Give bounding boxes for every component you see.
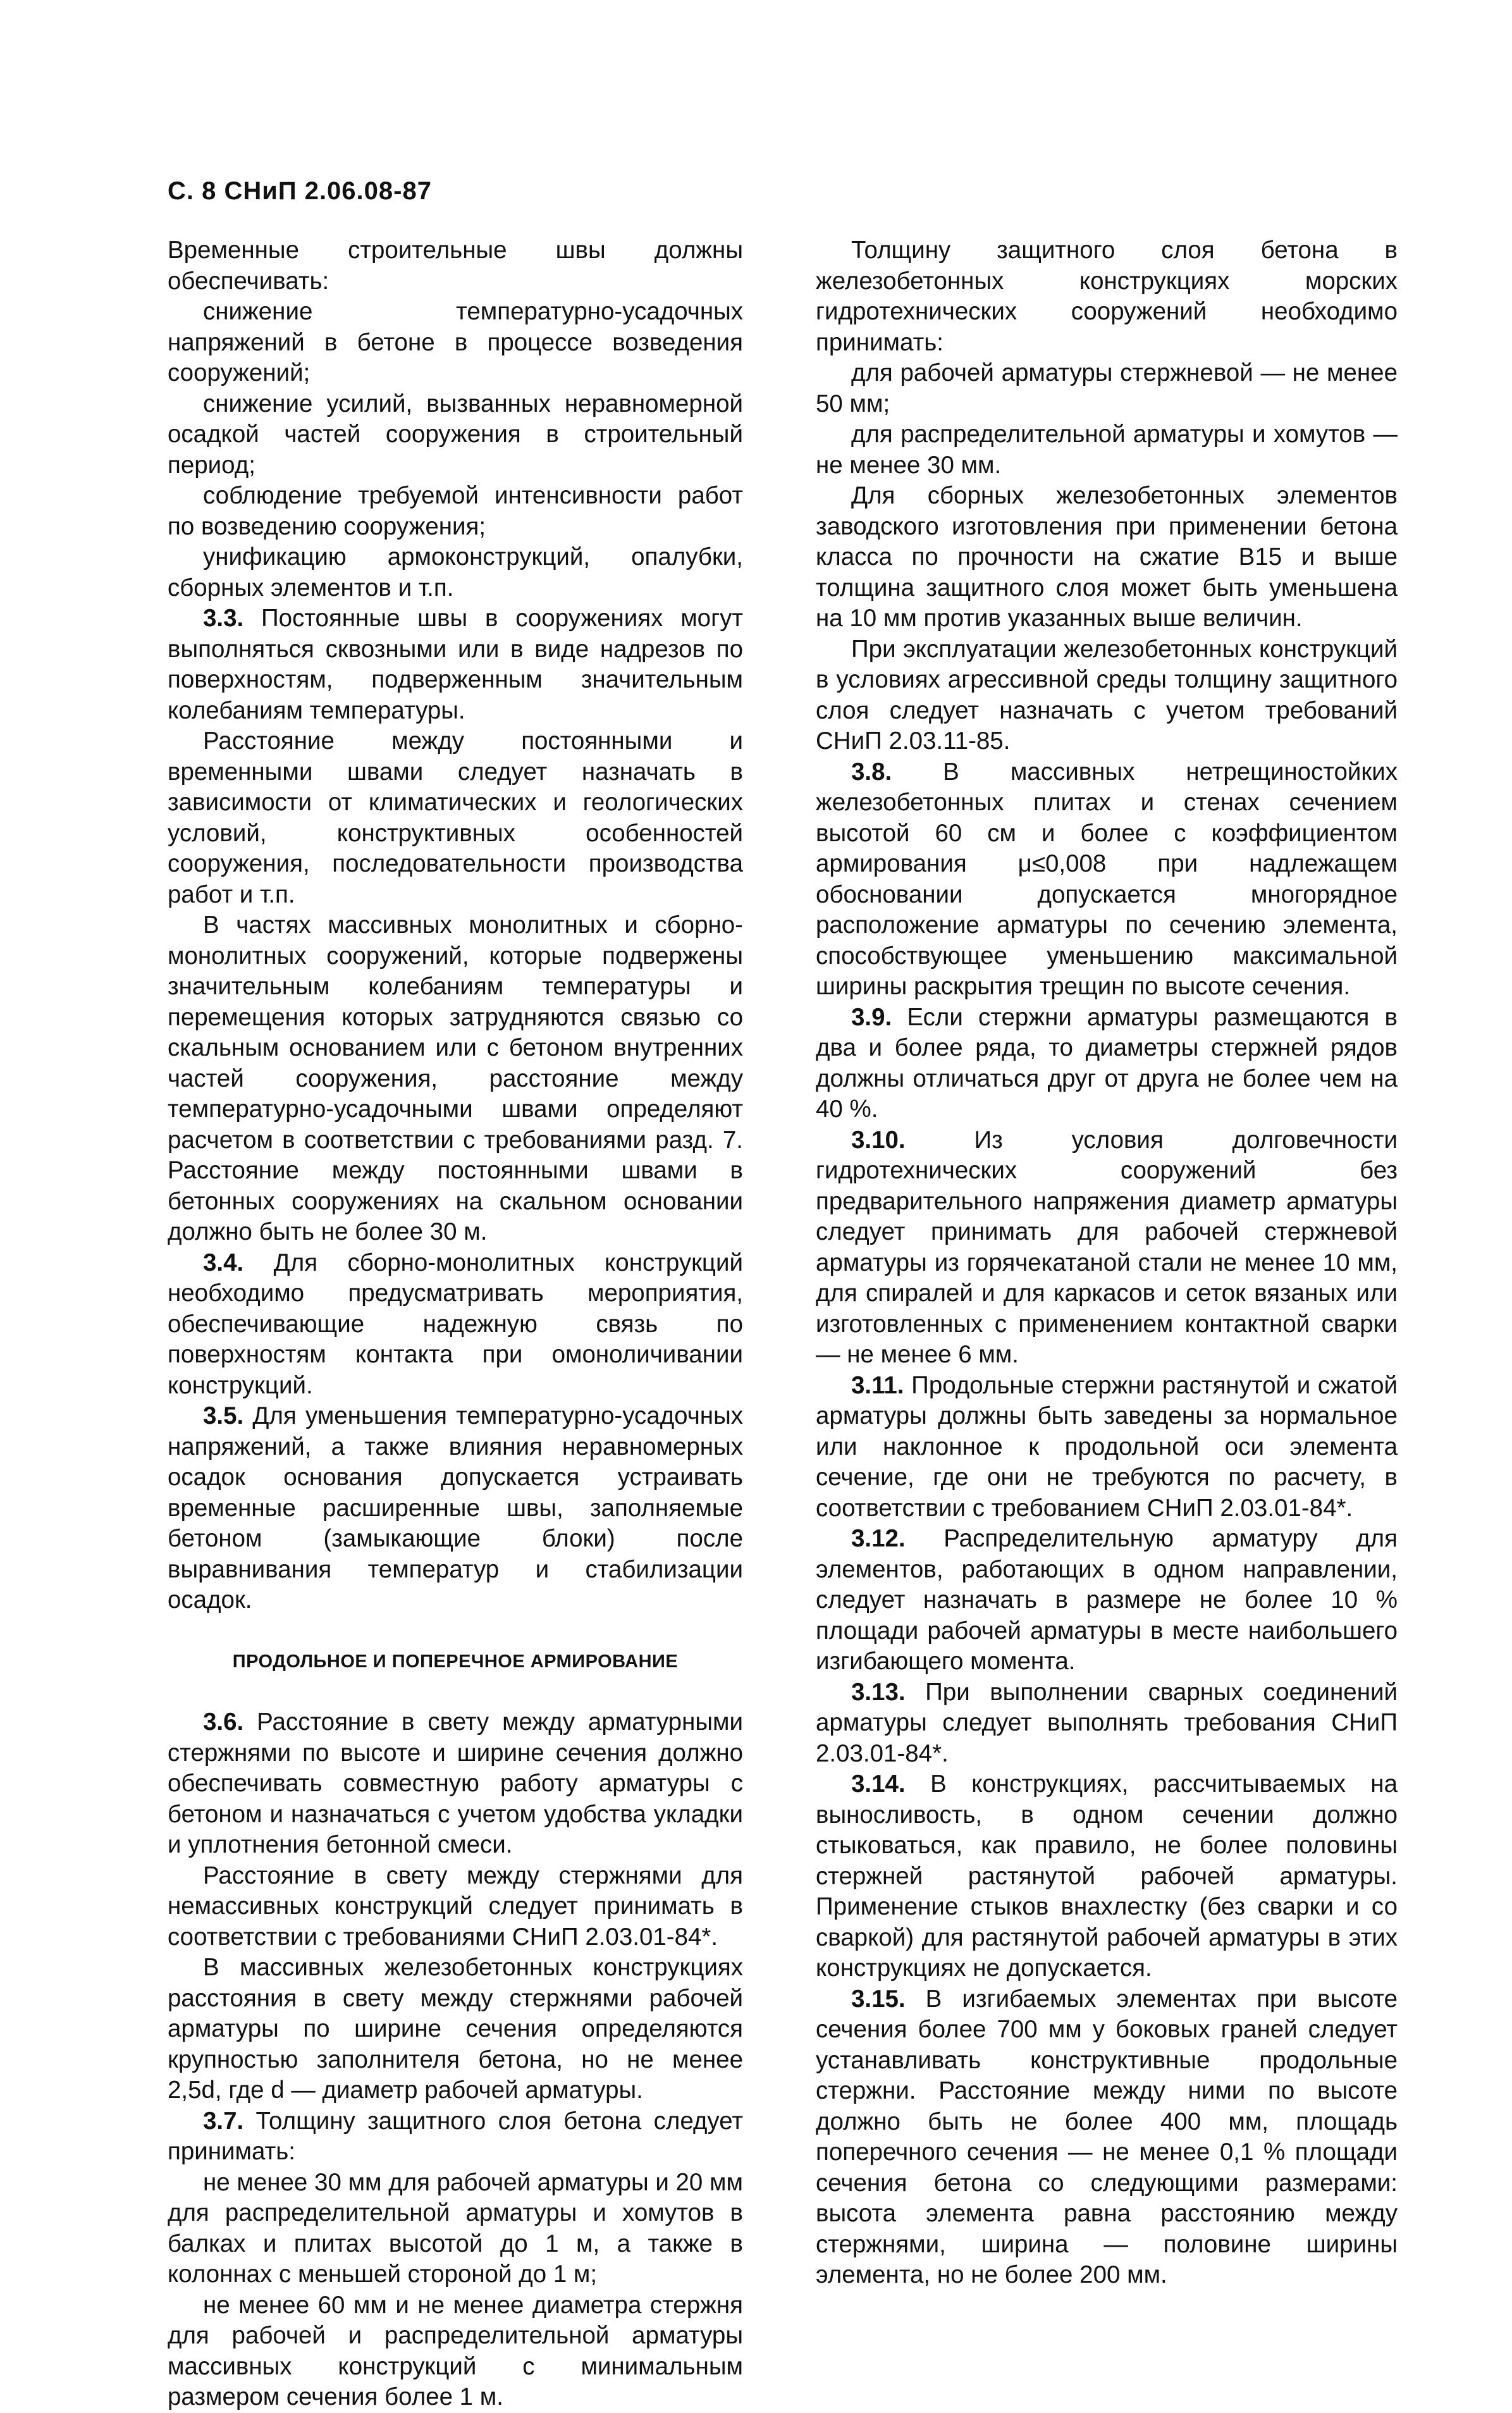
- clause-text: В массивных нетрещиностойких железобетонных плитах и стенах сечением высотой 60 см и более с коэффициентом армирования μ≤0,008 при надлежащем обосновании допускается многорядное расположение арматуры по сечению элемента, способствующее уменьшению максимальной ширины раскрытия трещин по высоте сечения.: [816, 758, 1398, 1000]
- clause-text: Расстояние в свету между арматурными стержнями по высоте и ширине сечения должно обеспечивать совместную работу арматуры с бетоном и назначаться с учетом удобства укладки и уплотнения бетонной смеси.: [168, 1708, 743, 1858]
- paragraph: Расстояние между постоянными и временными швами следует назначать в зависимости от климатических и геологических условий, конструктивных особенностей сооружения, последовательности производства работ и т.п.: [168, 727, 743, 908]
- clause-number: 3.15.: [851, 1985, 906, 2013]
- clause-paragraph: [816, 1984, 1398, 2291]
- paragraph: для рабочей арматуры стержневой — не менее 50 мм;: [816, 359, 1398, 417]
- clause-number: 3.3.: [203, 605, 244, 632]
- clause-paragraph: [816, 1003, 1398, 1125]
- clause-paragraph: [168, 1401, 743, 1616]
- paragraph: Расстояние в свету между стержнями для немассивных конструкций следует принимать в соответствии с требованиями СНиП 2.03.01-84*.: [168, 1861, 743, 1951]
- paragraph: В частях массивных монолитных и сборно-монолитных сооружений, которые подвержены значительным колебаниям температуры и перемещения которых затрудняются связью со скальным основанием или с бетоном внутренних частей сооружения, расстояние между температурно-усадочными швами определяют расчетом в соответствии с требованиями разд. 7. Расстояние между постоянными швами в бетонных сооружениях на скальном основании должно быть не более 30 м.: [168, 911, 743, 1245]
- clause-paragraph: [168, 603, 743, 726]
- paragraph: снижение усилий, вызванных неравномерной осадкой частей сооружения в строительный период;: [168, 390, 743, 479]
- clause-paragraph: [168, 2106, 743, 2168]
- clause-number: 3.9.: [851, 1003, 892, 1031]
- clause-number: 3.6.: [203, 1708, 244, 1736]
- clause-text: В изгибаемых элементах при высоте сечения более 700 мм у боковых граней следует устанавливать конструктивные продольные стержни. Расстояние между ними по высоте должно быть не более 400 мм, площадь поперечного сечения — не менее 0,1 % площади сечения бетона со следующими размерами: высота элемента равна расстоянию между стержнями, ширина — половине ширины элемента, но не более 200 мм.: [816, 1985, 1398, 2288]
- clause-number: 3.12.: [851, 1525, 906, 1552]
- clause-text: Распределительную арматуру для элементов, работающих в одном направлении, следует назначать в размере не более 10 % площади рабочей арматуры в месте наибольшего изгибающего момента.: [816, 1525, 1398, 1675]
- clause-paragraph: [816, 1371, 1398, 1524]
- clause-text: При выполнении сварных соединений арматуры следует выполнять требования СНиП 2.03.01-84*.: [816, 1678, 1398, 1767]
- clause-number: 3.7.: [203, 2107, 244, 2135]
- clause-paragraph: [816, 1769, 1398, 1984]
- paragraph: В массивных железобетонных конструкциях расстояния в свету между стержнями рабочей арматуры по ширине сечения определяются крупностью заполнителя бетона, но не менее 2,5d, где d — диаметр рабочей арматуры.: [168, 1954, 743, 2104]
- clause-text: Для сборно-монолитных конструкций необходимо предусматривать мероприятия, обеспечивающие надежную связь по поверхностям контакта при омоноличивании конструкций.: [168, 1249, 743, 1399]
- clause-paragraph: [816, 1125, 1398, 1371]
- paragraph: При эксплуатации железобетонных конструкций в условиях агрессивной среды толщину защитного слоя следует назначать с учетом требований СНиП 2.03.11-85.: [816, 635, 1398, 755]
- paragraph: Временные строительные швы должны обеспечивать:: [168, 237, 743, 295]
- paragraph: соблюдение требуемой интенсивности работ по возведению сооружения;: [168, 482, 743, 540]
- clause-text: Из условия долговечности гидротехнических сооружений без предварительного напряжения диаметр арматуры следует принимать для рабочей стержневой арматуры из горячекатаной стали не менее 10 мм, для спиралей и для каркасов и сеток вязаных или изготовленных с применением контактной сварки — не менее 6 мм.: [816, 1126, 1398, 1368]
- clause-number: 3.13.: [851, 1678, 906, 1706]
- paragraph: снижение температурно-усадочных напряжений в бетоне в процессе возведения сооружений;: [168, 298, 743, 386]
- paragraph: для распределительной арматуры и хомутов — не менее 30 мм.: [816, 421, 1398, 479]
- clause-number: 3.14.: [851, 1770, 906, 1798]
- clause-text: Постоянные швы в сооружениях могут выполняться сквозными или в виде надрезов по поверхностям, подверженным значительным колебаниям температуры.: [168, 605, 743, 724]
- clause-number: 3.4.: [203, 1249, 244, 1276]
- clause-number: 3.10.: [851, 1126, 906, 1154]
- paragraph: Толщину защитного слоя бетона в железобетонных конструкциях морских гидротехнических сооружений необходимо принимать:: [816, 237, 1398, 356]
- clause-text: Для уменьшения температурно-усадочных напряжений, а также влияния неравномерных осадок основания допускается устраивать временные расширенные швы, заполняемые бетоном (замыкающие блоки) после выравнивания температур и стабилизации осадок.: [168, 1402, 743, 1614]
- paragraph: не менее 30 мм для рабочей арматуры и 20 мм для распределительной арматуры и хомутов в балках и плитах высотой до 1 м, а также в колоннах с меньшей стороной до 1 м;: [168, 2168, 743, 2288]
- clause-paragraph: [816, 1524, 1398, 1677]
- clause-text: В конструкциях, рассчитываемых на выносливость, в одном сечении должно стыковаться, как правило, не более половины стержней растянутой рабочей арматуры. Применение стыков внахлестку (без сварки и со сваркой) для растянутой рабочей арматуры в этих конструкциях не допускается.: [816, 1770, 1398, 1982]
- clause-number: 3.5.: [203, 1402, 244, 1429]
- page-header: С. 8 СНиП 2.06.08-87: [168, 177, 432, 205]
- paragraph: унификацию армоконструкций, опалубки, сборных элементов и т.п.: [168, 543, 743, 602]
- paragraph: не менее 60 мм и не менее диаметра стержня для рабочей и распределительной арматуры массивных конструкций с минимальным размером сечения более 1 м.: [168, 2291, 743, 2410]
- clause-text: Если стержни арматуры размещаются в два и более ряда, то диаметры стержней рядов должны отличаться друг от друга не более чем на 40 %.: [816, 1003, 1398, 1123]
- paragraph: Для сборных железобетонных элементов заводского изготовления при применении бетона класса по прочности на сжатие В15 и выше толщина защитного слоя может быть уменьшена на 10 мм против указанных выше величин.: [816, 482, 1398, 632]
- clause-number: 3.8.: [851, 758, 892, 786]
- section-heading: ПРОДОЛЬНОЕ И ПОПЕРЕЧНОЕ АРМИРОВАНИЕ: [232, 1651, 679, 1672]
- clause-paragraph: [816, 1677, 1398, 1770]
- clause-paragraph: [816, 757, 1398, 1003]
- right-column: [816, 235, 1398, 2291]
- clause-text: Толщину защитного слоя бетона следует принимать:: [168, 2107, 743, 2165]
- clause-paragraph: [168, 1707, 743, 1861]
- clause-paragraph: [168, 1248, 743, 1402]
- clause-number: 3.11.: [851, 1371, 904, 1399]
- clause-text: Продольные стержни растянутой и сжатой арматуры должны быть заведены за нормальное или наклонное к продольной оси элемента сечение, где они не требуются по расчету, в соответствии с требованием СНиП 2.03.01-84*.: [816, 1371, 1398, 1522]
- left-column: [168, 235, 743, 2413]
